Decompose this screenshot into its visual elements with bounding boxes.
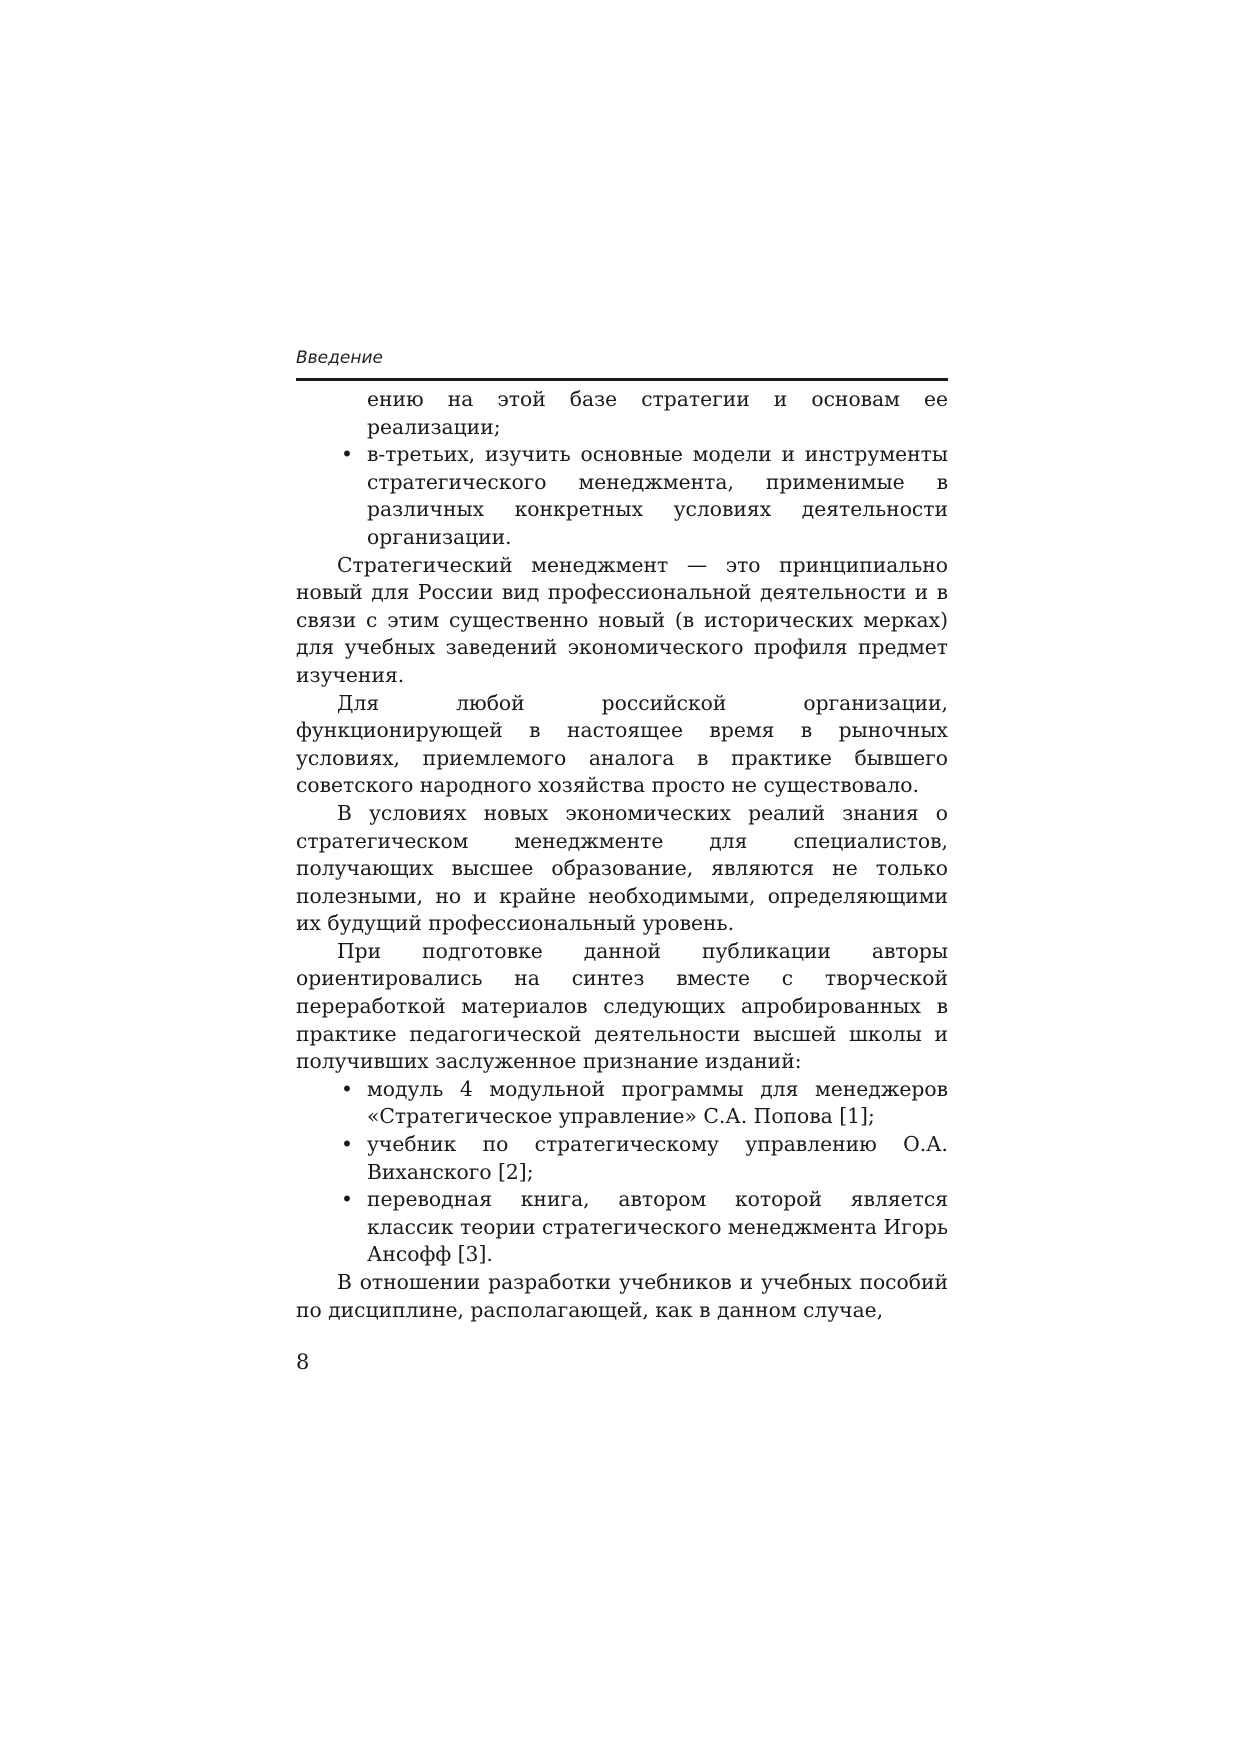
bullet-icon: • — [341, 1076, 353, 1101]
bullet-icon: • — [341, 1132, 353, 1157]
running-head-title: Введение — [296, 348, 383, 368]
bullet-list-sources — [296, 1076, 948, 1269]
page-number: 8 — [296, 1350, 310, 1374]
header-rule — [296, 378, 948, 381]
paragraph: В отношении разработки учебников и учебных пособий по дисциплине, располагающей, как в данном случае, — [296, 1270, 948, 1322]
list-item — [296, 1131, 948, 1186]
continuation-text: ению на этой базе стратегии и основам ее реализации; — [367, 387, 948, 439]
page-body — [296, 386, 948, 1324]
list-item — [296, 1186, 948, 1269]
paragraph: При подготовке данной публикации авторы ориентировались на синтез вместе с творческой переработкой материалов следующих апробированных в практике педагогической деятельности высшей школы и получивших заслуженное признание изданий: — [296, 938, 948, 1074]
list-item-text: модуль 4 модульной программы для менеджеров «Стратегическое управление» С.А. Попова [1]; — [367, 1076, 948, 1129]
paragraph: В условиях новых экономических реалий знания о стратегическом менеджменте для специалистов, получающих высшее образование, являются не только полезными, но и крайне необходимыми, определяющими их будущий профессиональный уровень. — [296, 800, 948, 936]
list-item-text: в-третьих, изучить основные модели и инструменты стратегического менеджмента, применимые в различных конкретных условиях деятельности организации. — [367, 442, 948, 549]
list-item — [296, 1076, 948, 1131]
paragraph: Стратегический менеджмент — это принципиально новый для России вид профессиональной деятельности и в связи с этим существенно новый (в исторических мерках) для учебных заведений экономического профиля предмет изучения. — [296, 552, 948, 687]
bullet-list-goals — [296, 441, 948, 551]
paragraph: Для любой российской организации, функционирующей в настоящее время в рыночных условиях, приемлемого аналога в практике бывшего советского народного хозяйства просто не существовало. — [296, 690, 948, 798]
list-item-text: учебник по стратегическому управлению О.А. Виханского [2]; — [367, 1132, 948, 1184]
list-item-text: переводная книга, автором которой является классик теории стратегического менеджмента Игорь Ансофф [3]. — [367, 1187, 948, 1267]
bullet-icon: • — [341, 442, 353, 467]
list-item — [296, 441, 948, 551]
bullet-icon: • — [341, 1187, 353, 1212]
